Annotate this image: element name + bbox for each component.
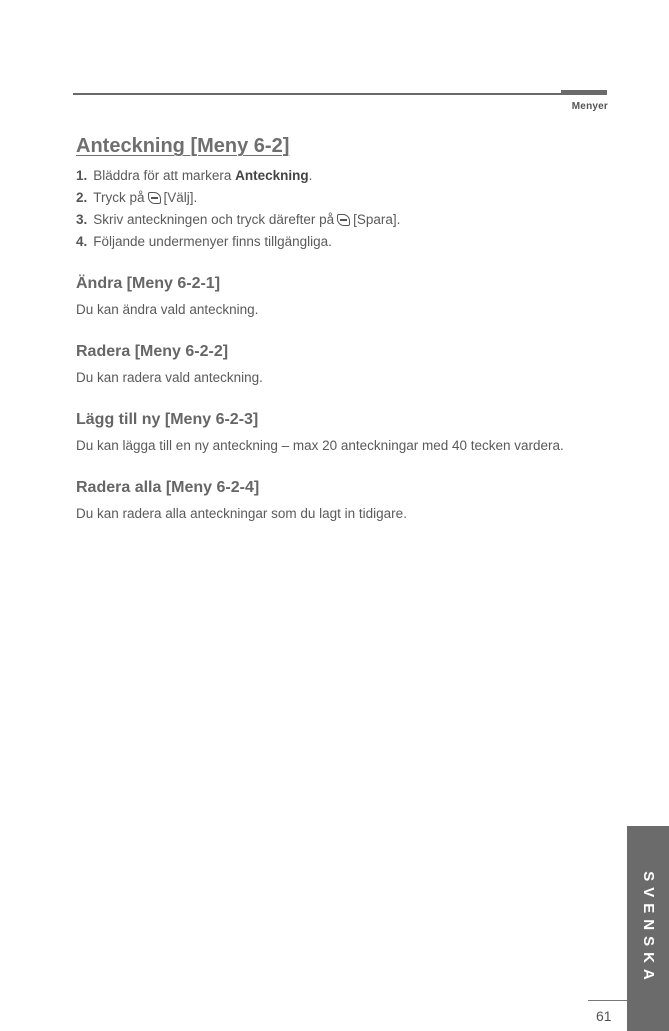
step-list <box>76 166 596 252</box>
step-number: 3. <box>76 212 88 227</box>
step-text: Följande undermenyer finns tillgängliga. <box>93 234 332 249</box>
submenu-title: Radera alla [Meny 6-2-4] <box>76 479 260 496</box>
step-text: Bläddra för att markera <box>93 168 236 183</box>
submenu-description: Du kan radera vald anteckning. <box>76 370 263 385</box>
step-number: 4. <box>76 234 88 249</box>
soft-key-icon <box>148 192 161 204</box>
step-text: Tryck på <box>93 190 145 205</box>
step-text-end: [Välj]. <box>163 190 198 205</box>
step-item <box>76 232 596 252</box>
step-text-end: [Spara]. <box>353 212 401 227</box>
submenu-lagg-till-ny <box>76 410 596 456</box>
step-text: Skriv anteckningen och tryck därefter på <box>93 212 335 227</box>
submenu-title: Lägg till ny [Meny 6-2-3] <box>76 411 259 428</box>
submenu-description: Du kan radera alla anteckningar som du lagt in tidigare. <box>76 506 407 521</box>
header-rule <box>73 93 607 95</box>
step-number: 1. <box>76 168 88 183</box>
step-item <box>76 188 596 208</box>
submenu-title: Radera [Meny 6-2-2] <box>76 343 229 360</box>
step-number: 2. <box>76 190 88 205</box>
submenu-radera <box>76 342 596 388</box>
page-content <box>76 134 596 524</box>
step-item <box>76 166 596 186</box>
submenu-radera-alla <box>76 478 596 524</box>
submenu-description: Du kan ändra vald anteckning. <box>76 302 259 317</box>
submenu-andra <box>76 274 596 320</box>
step-bold-text: Anteckning <box>235 168 309 183</box>
step-item <box>76 210 596 230</box>
page-number-rule <box>588 1000 627 1001</box>
submenu-description: Du kan lägga till en ny anteckning – max 20 anteckningar med 40 tecken vardera. <box>76 438 564 453</box>
language-label: SVENSKA <box>639 871 657 986</box>
submenu-title: Ändra [Meny 6-2-1] <box>76 275 221 292</box>
section-label: Menyer <box>571 101 608 112</box>
soft-key-icon <box>337 214 350 226</box>
page-number: 61 <box>596 1008 612 1024</box>
step-text-end: . <box>308 168 313 183</box>
page-title: Anteckning [Meny 6-2] <box>76 135 290 157</box>
language-side-tab <box>627 826 669 1031</box>
header-tab-marker <box>561 90 607 95</box>
